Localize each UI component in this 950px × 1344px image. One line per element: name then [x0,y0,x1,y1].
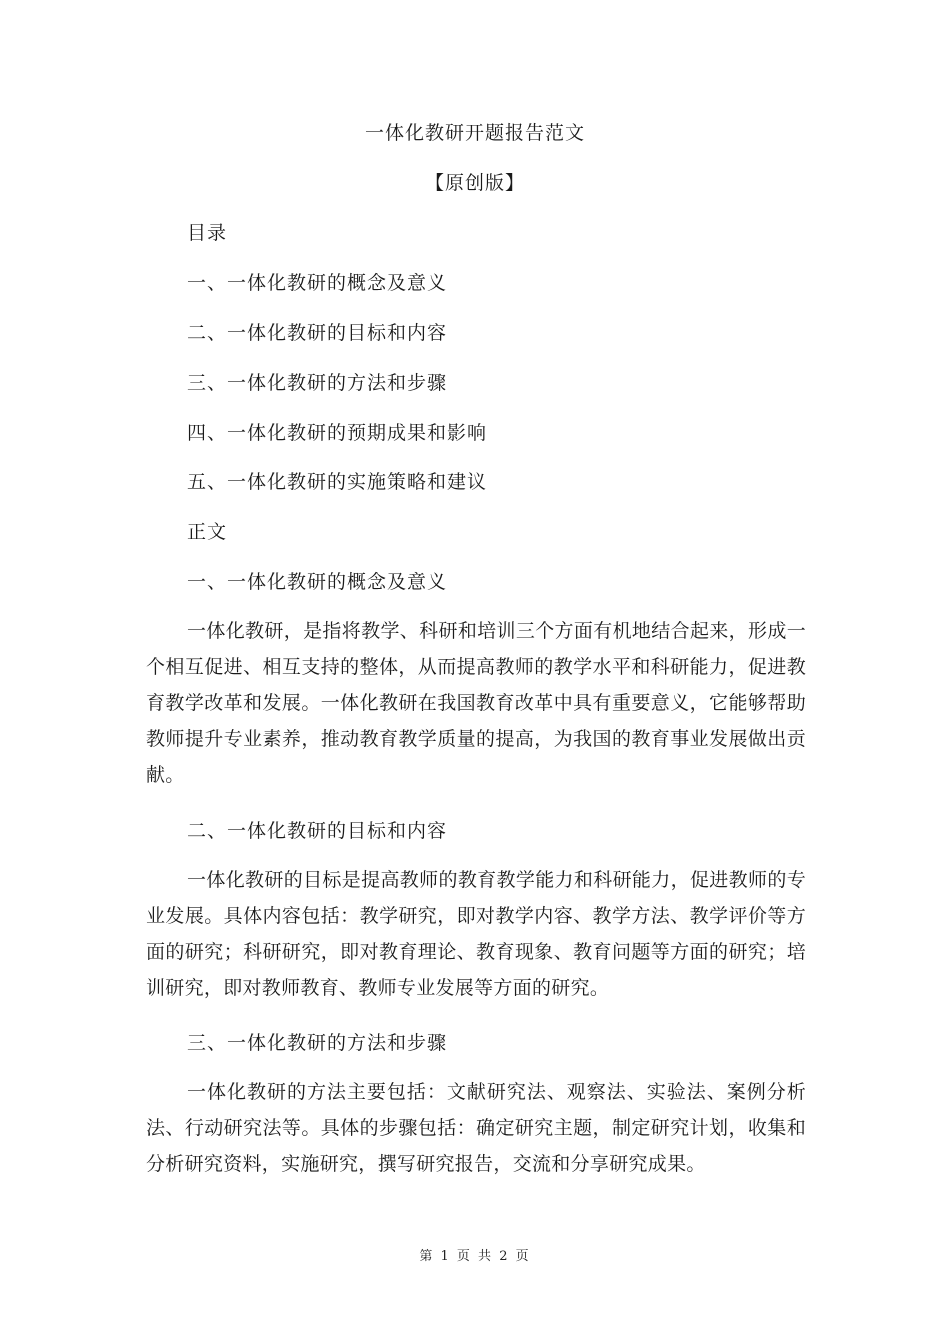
section-1-paragraph: 一体化教研，是指将教学、科研和培训三个方面有机地结合起来，形成一个相互促进、相互支持的整体，从而提高教师的教学水平和科研能力，促进教育教学改革和发展。一体化教研在我国教育改革中具有重要意义，它能够帮助教师提升专业素养，推动教育教学质量的提高，为我国的教育事业发展做出贡献。 [146,620,806,786]
toc-item-2: 二、一体化教研的目标和内容 [187,322,448,344]
body-heading: 正文 [187,521,228,543]
section-2-heading: 二、一体化教研的目标和内容 [187,820,448,842]
toc-item-1: 一、一体化教研的概念及意义 [187,272,448,294]
section-2-paragraph: 一体化教研的目标是提高教师的教育教学能力和科研能力，促进教师的专业发展。具体内容包括：教学研究，即对教学内容、教学方法、教学评价等方面的研究；科研研究，即对教育理论、教育现象、教育问题等方面的研究；培训研究，即对教师教育、教师专业发展等方面的研究。 [146,869,806,999]
section-3-paragraph: 一体化教研的方法主要包括：文献研究法、观察法、实验法、案例分析法、行动研究法等。具体的步骤包括：确定研究主题，制定研究计划，收集和分析研究资料，实施研究，撰写研究报告，交流和分享研究成果。 [146,1081,806,1175]
toc-heading: 目录 [187,222,228,244]
section-1-heading: 一、一体化教研的概念及意义 [187,571,448,593]
toc-item-3: 三、一体化教研的方法和步骤 [187,372,448,394]
document-title: 一体化教研开题报告范文 [364,122,585,144]
toc-item-4: 四、一体化教研的预期成果和影响 [187,422,488,444]
section-3-heading: 三、一体化教研的方法和步骤 [187,1032,448,1054]
document-subtitle: 【原创版】 [424,172,525,194]
toc-item-5: 五、一体化教研的实施策略和建议 [187,471,488,493]
page-footer: 第 1 页 共 2 页 [419,1249,531,1264]
